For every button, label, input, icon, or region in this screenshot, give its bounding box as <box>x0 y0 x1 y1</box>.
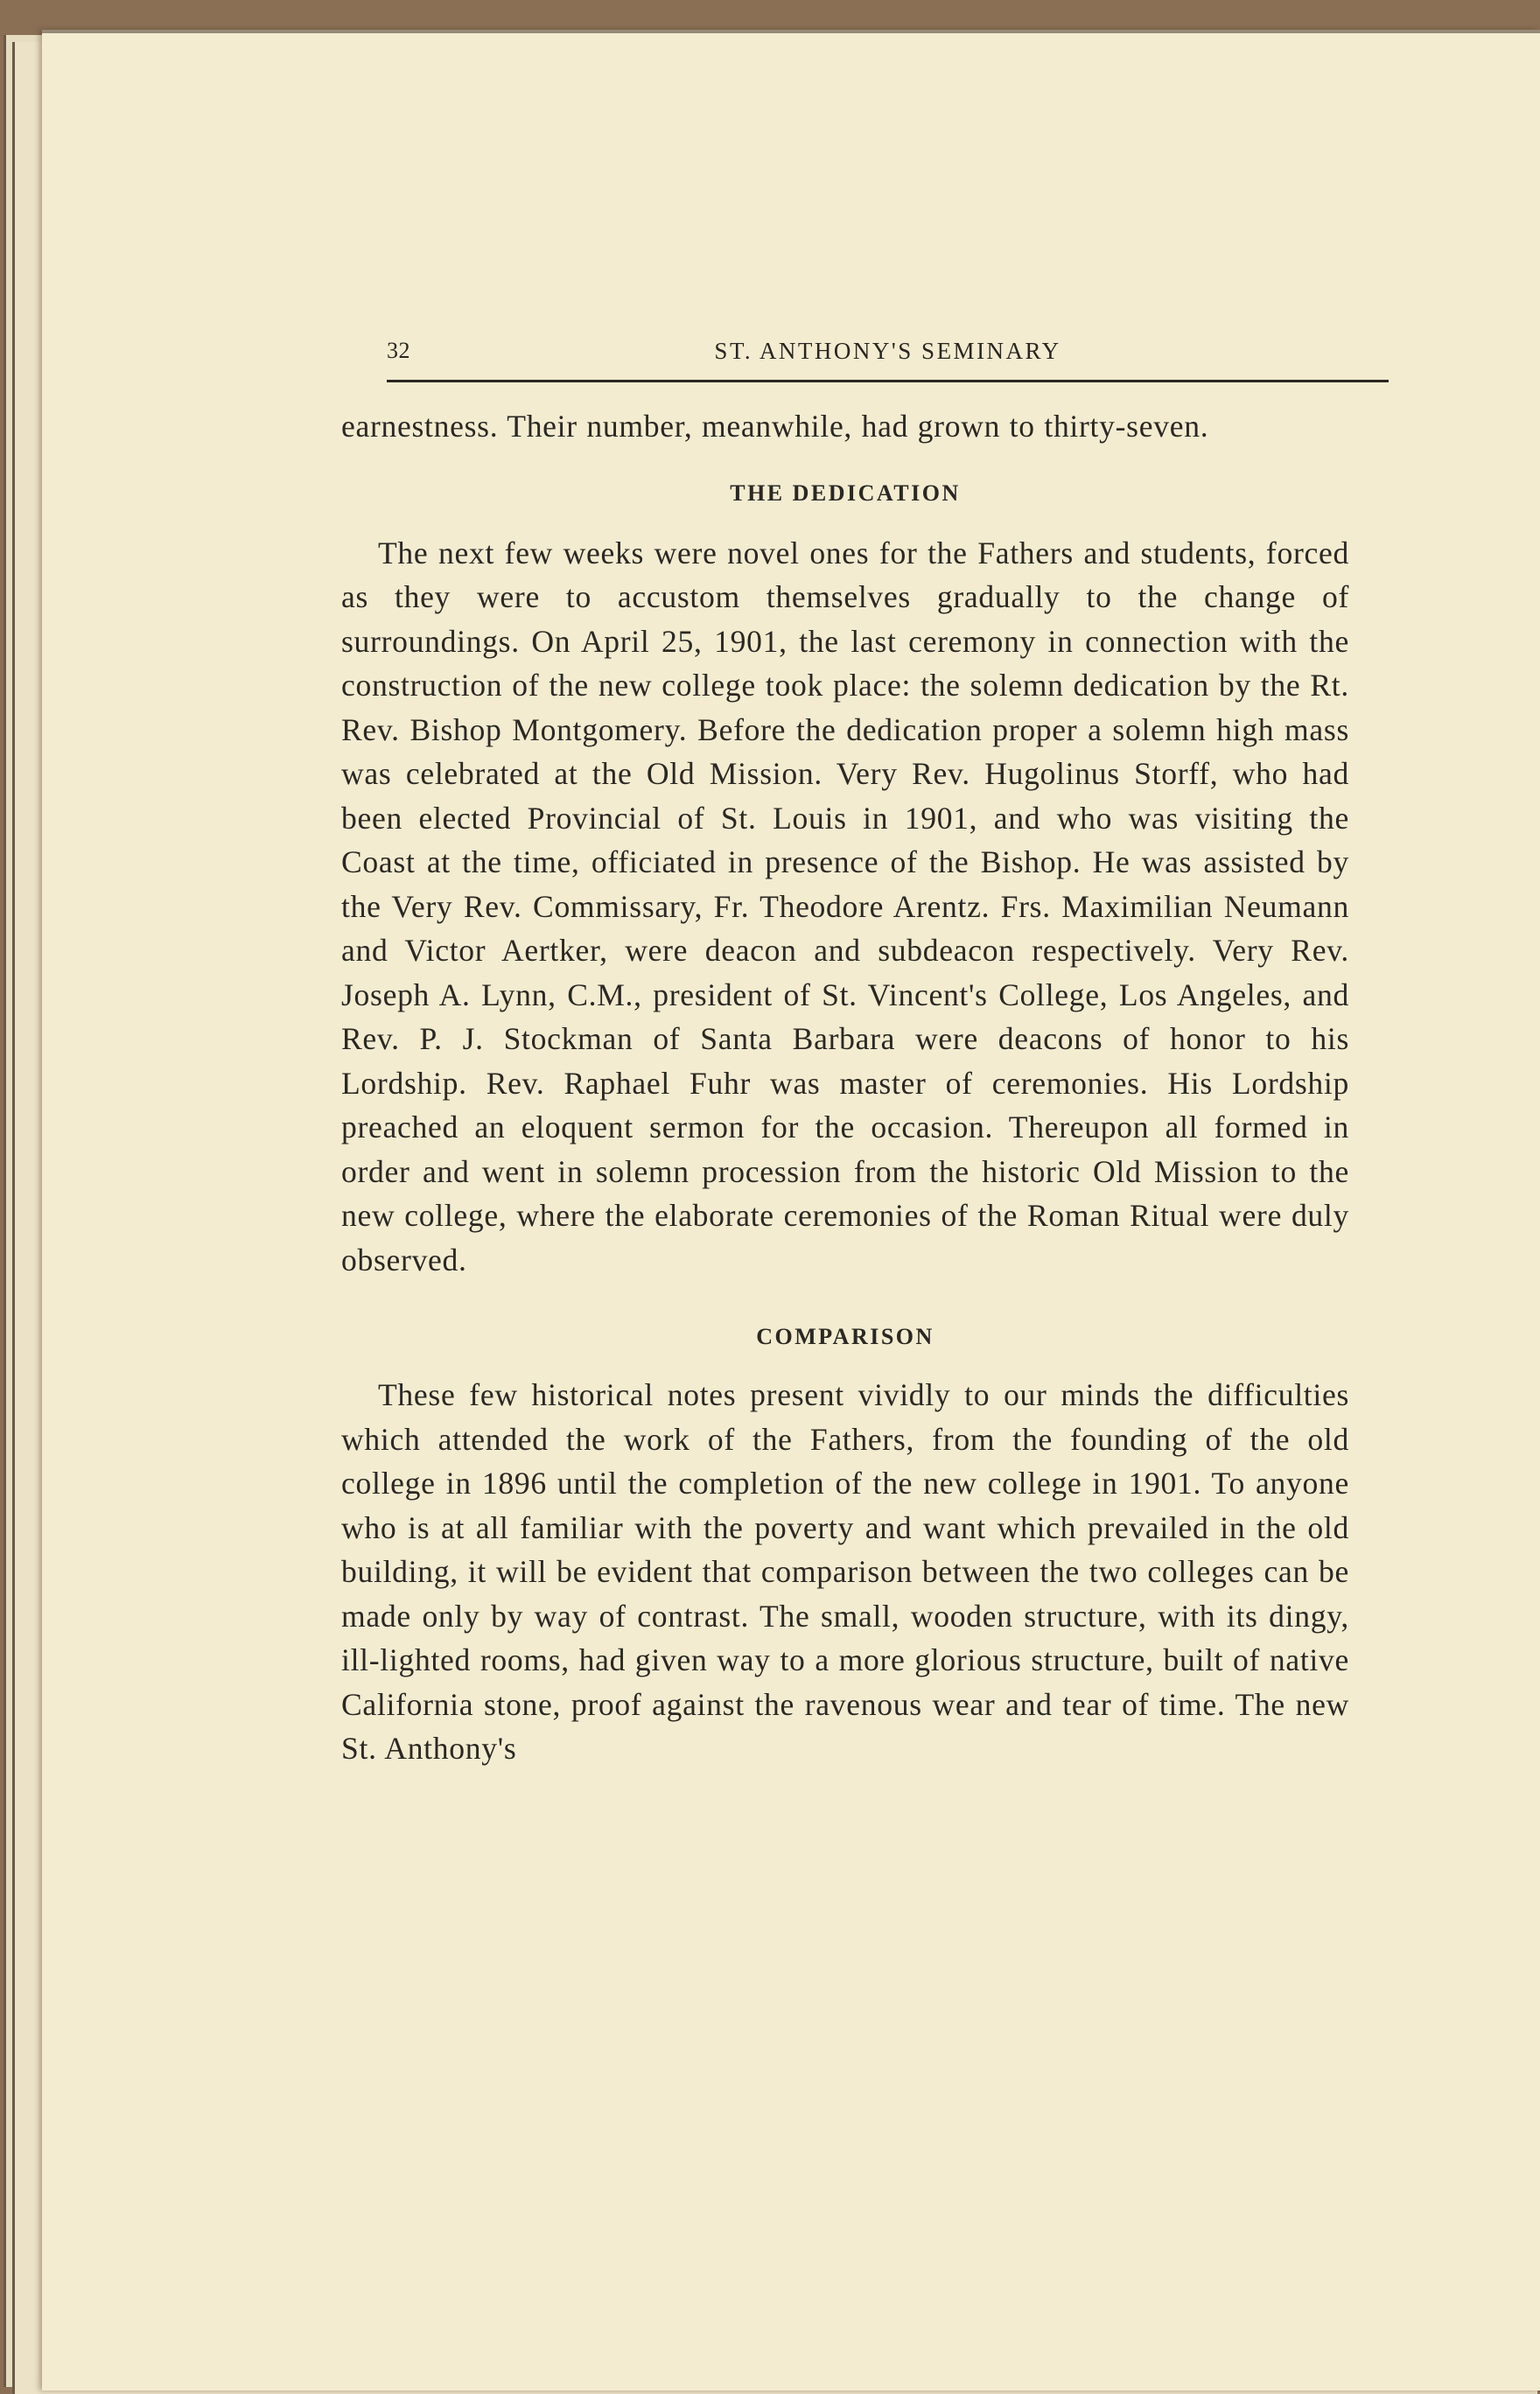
page-number: 32 <box>387 338 410 363</box>
dedication-paragraph: The next few weeks were novel ones for the Fathers and students, forced as they were to accustom themselves gradually to the change of surroundings. On April 25, 1901, the last ceremony in connection with the construction of the new college took place: the solemn dedication by the Rt. Rev. Bishop Montgomery. Before the dedication proper a solemn high mass was celebrated at the Old Mission. Very Rev. Hugolinus Storff, who had been elected Provincial of St. Louis in 1901, and who was visiting the Coast at the time, officiated in presence of the Bishop. He was assisted by the Very Rev. Commissary, Fr. Theodore Arentz. Frs. Maximilian Neumann and Victor Aertker, were deacon and subdeacon respectively. Very Rev. Joseph A. Lynn, C.M., president of St. Vincent's College, Los Angeles, and Rev. P. J. Stockman of Santa Barbara were deacons of honor to his Lordship. Rev. Raphael Fuhr was master of ceremonies. His Lordship preached an eloquent sermon for the occasion. Thereupon all formed in order and went in solemn procession from the historic Old Mission to the new college, where the elaborate ceremonies of the Roman Ritual were duly observed. <box>341 535 1349 1278</box>
section-heading-comparison: COMPARISON <box>756 1324 934 1349</box>
running-head: ST. ANTHONY'S SEMINARY <box>714 338 1061 364</box>
comparison-paragraph: These few historical notes present vividly to our minds the difficulties which attended the work of the Fathers, from the founding of the old college in 1896 until the completion of the new college in 1901. To anyone who is at all familiar with the poverty and want which prevailed in the old building, it will be evident that comparison between the two colleges can be made only by way of contrast. The small, wooden structure, with its dingy, ill-lighted rooms, had given way to a more glorious structure, built of native California stone, proof against the ravenous wear and tear of time. The new St. Anthony's <box>341 1377 1349 1766</box>
page-header <box>387 338 1389 382</box>
opening-paragraph: earnestness. Their number, meanwhile, had grown to thirty-seven. <box>341 409 1209 444</box>
page-body <box>341 404 1349 1771</box>
section-heading-dedication: THE DEDICATION <box>730 480 961 506</box>
